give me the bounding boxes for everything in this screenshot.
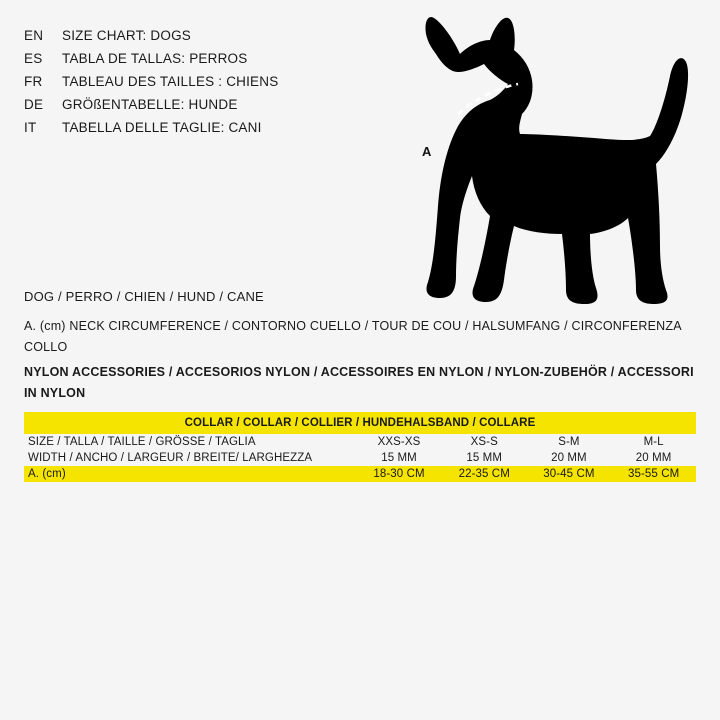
language-code: ES — [24, 51, 43, 66]
language-row — [24, 47, 384, 70]
language-title: TABLA DE TALLAS: PERROS — [62, 51, 248, 66]
dog-silhouette-shape — [425, 17, 688, 304]
measure-point-label-a: A — [422, 144, 432, 159]
language-row — [24, 93, 384, 116]
cell-width-xxs-xs: 15 MM — [381, 452, 417, 464]
cell-neck-m-l: 35-55 CM — [611, 466, 696, 482]
language-title: GRÖßENTABELLE: HUNDE — [62, 97, 238, 112]
cell-size-xxs-xs: XXS-XS — [377, 436, 421, 448]
dog-illustration — [398, 10, 708, 320]
language-title: TABLEAU DES TAILLES : CHIENS — [62, 74, 279, 89]
size-table-wrapper — [24, 412, 696, 482]
table-header-row — [24, 412, 696, 434]
size-table — [24, 412, 696, 482]
language-row — [24, 70, 384, 93]
table-row — [24, 434, 696, 450]
cell-width-s-m: 20 MM — [551, 452, 587, 464]
language-row — [24, 116, 384, 139]
cell-neck-s-m: 30-45 CM — [527, 466, 612, 482]
row-label-size: SIZE / TALLA / TAILLE / GRÖSSE / TAGLIA — [28, 436, 256, 448]
table-title: COLLAR / COLLAR / COLLIER / HUNDEHALSBAND / COLLARE — [24, 412, 696, 434]
language-row — [24, 24, 384, 47]
cell-size-m-l: M-L — [643, 436, 664, 448]
cell-width-xs-s: 15 MM — [466, 452, 503, 464]
language-title-list — [24, 24, 384, 139]
row-label-neck: A. (cm) — [24, 466, 356, 482]
language-title: TABELLA DELLE TAGLIE: CANI — [62, 120, 262, 135]
language-code: DE — [24, 97, 44, 112]
language-code: FR — [24, 74, 43, 89]
caption-block — [24, 286, 704, 404]
language-title: SIZE CHART: DOGS — [62, 28, 191, 43]
cell-neck-xxs-xs: 18-30 CM — [356, 466, 442, 482]
cell-size-s-m: S-M — [558, 436, 580, 448]
animal-caption: DOG / PERRO / CHIEN / HUND / CANE — [24, 289, 264, 304]
cell-width-m-l: 20 MM — [635, 452, 672, 464]
material-caption: NYLON ACCESSORIES / ACCESORIOS NYLON / ACCESSOIRES EN NYLON / NYLON-ZUBEHÖR / ACCESSORI IN NYLON — [24, 365, 694, 400]
table-row — [24, 450, 696, 466]
measure-caption: A. (cm) NECK CIRCUMFERENCE / CONTORNO CUELLO / TOUR DE COU / HALSUMFANG / CIRCONFERENZA COLLO — [24, 319, 682, 354]
language-code: IT — [24, 120, 37, 135]
cell-size-xs-s: XS-S — [470, 436, 498, 448]
row-label-width: WIDTH / ANCHO / LARGEUR / BREITE/ LARGHEZZA — [28, 452, 313, 464]
cell-neck-xs-s: 22-35 CM — [442, 466, 527, 482]
language-code: EN — [24, 28, 44, 43]
table-row — [24, 466, 696, 482]
